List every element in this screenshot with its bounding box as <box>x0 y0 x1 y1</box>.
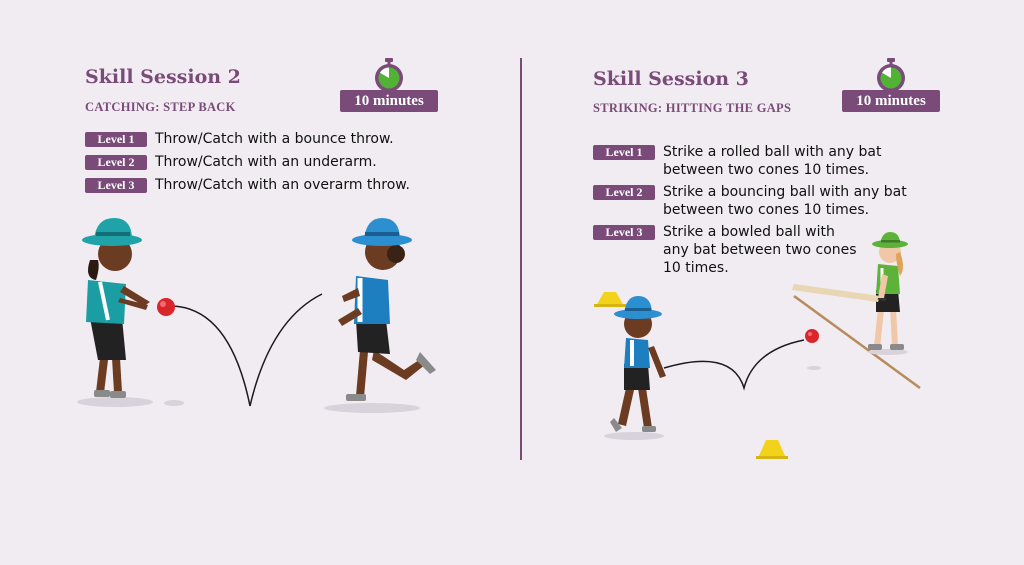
cone <box>756 440 788 459</box>
child-catcher <box>82 218 150 398</box>
stopwatch-icon <box>874 58 908 94</box>
stopwatch-icon <box>372 58 406 94</box>
level-badge: Level 3 <box>593 225 655 240</box>
child-thrower <box>338 218 436 401</box>
timer-label: 10 minutes <box>842 90 940 112</box>
level-description: Throw/Catch with an overarm throw. <box>155 177 410 193</box>
level-description: Strike a bowled ball with any bat between two cones 10 times. <box>663 224 857 276</box>
level-badge: Level 1 <box>85 132 147 147</box>
ball-trajectory <box>664 340 804 388</box>
level-description: Throw/Catch with a bounce throw. <box>155 131 394 147</box>
level-item <box>593 143 943 179</box>
timer-label: 10 minutes <box>340 90 438 112</box>
level-description: Throw/Catch with an underarm. <box>155 154 377 170</box>
level-list <box>85 130 410 199</box>
skill-session-3 <box>522 0 1024 565</box>
level-badge: Level 1 <box>593 145 655 160</box>
session-timer <box>842 58 940 110</box>
level-description: Strike a bouncing ball with any bat between two cones 10 times. <box>663 184 907 218</box>
ball-trajectory <box>172 294 322 406</box>
shadow <box>324 403 420 413</box>
ball <box>805 329 819 343</box>
level-item <box>593 183 943 219</box>
level-item <box>85 176 410 199</box>
level-item <box>85 153 410 176</box>
level-badge: Level 2 <box>85 155 147 170</box>
ball <box>157 298 175 316</box>
level-item <box>85 130 410 153</box>
session-title: Skill Session 2 <box>85 66 241 88</box>
ball-shadow <box>164 400 184 406</box>
level-badge: Level 2 <box>593 185 655 200</box>
level-description: Strike a rolled ball with any bat between two cones 10 times. <box>663 144 882 178</box>
session-title: Skill Session 3 <box>593 68 749 90</box>
child-bowler <box>610 296 666 432</box>
session-subtitle: STRIKING: HITTING THE GAPS <box>593 101 792 115</box>
level-badge: Level 3 <box>85 178 147 193</box>
striking-illustration <box>582 228 1002 468</box>
shadow <box>77 397 153 407</box>
session-timer <box>340 58 438 110</box>
catching-illustration <box>60 210 460 420</box>
cone <box>594 292 626 307</box>
session-subtitle: CATCHING: STEP BACK <box>85 100 236 114</box>
